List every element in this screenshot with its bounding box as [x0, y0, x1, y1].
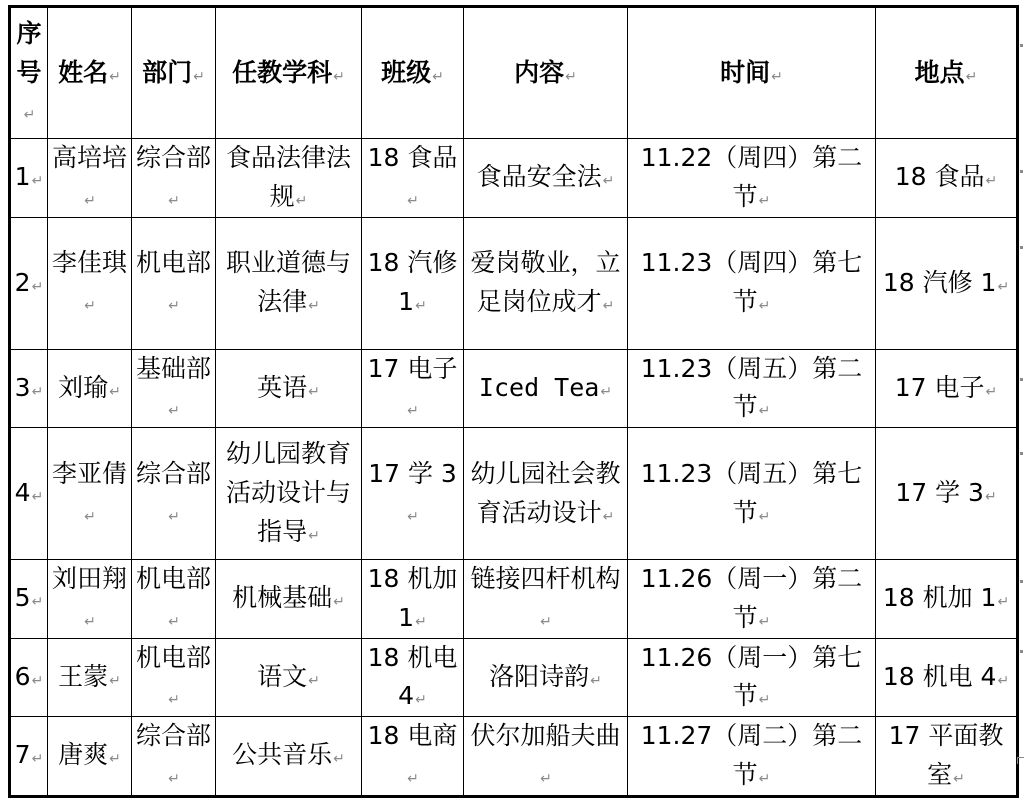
cell-dept: 基础部↵	[132, 349, 216, 428]
cell-name: 高培培↵	[48, 139, 132, 218]
cell-name: 刘瑜↵	[48, 349, 132, 428]
cell-name: 刘田翔↵	[48, 560, 132, 639]
cell-content: 爱岗敬业，立足岗位成才↵	[464, 217, 628, 349]
cell-name: 李亚倩↵	[48, 428, 132, 560]
cell-index: 4↵	[10, 428, 48, 560]
cell-place: 18 机加 1↵	[876, 560, 1018, 639]
cell-time: 11.22（周四）第二节↵	[628, 139, 876, 218]
cell-subject: 职业道德与法律↵	[216, 217, 362, 349]
row-end-marker	[1020, 170, 1023, 173]
cell-content: Iced Tea↵	[464, 349, 628, 428]
header-class: 班级↵	[362, 7, 464, 139]
cell-class: 18 机电 4↵	[362, 638, 464, 717]
header-subject: 任教学科↵	[216, 7, 362, 139]
cell-index: 6↵	[10, 638, 48, 717]
cell-index: 2↵	[10, 217, 48, 349]
cell-class: 18 食品↵	[362, 139, 464, 218]
cell-content: 洛阳诗韵↵	[464, 638, 628, 717]
cell-time: 11.26（周一）第七节↵	[628, 638, 876, 717]
row-end-marker	[1020, 650, 1023, 653]
open-class-schedule-table	[8, 5, 1019, 798]
cell-content: 链接四杆机构↵	[464, 560, 628, 639]
table-row	[10, 139, 1018, 218]
cell-time: 11.23（周五）第七节↵	[628, 428, 876, 560]
cell-place: 17 学 3↵	[876, 428, 1018, 560]
cell-place: 18 食品↵	[876, 139, 1018, 218]
header-place: 地点↵	[876, 7, 1018, 139]
cell-place: 17 电子↵	[876, 349, 1018, 428]
cell-name: 唐爽↵	[48, 717, 132, 797]
table-row	[10, 217, 1018, 349]
cell-name: 王蒙↵	[48, 638, 132, 717]
cell-class: 17 学 3↵	[362, 428, 464, 560]
cell-dept: 综合部↵	[132, 139, 216, 218]
table-row	[10, 428, 1018, 560]
cell-dept: 机电部↵	[132, 560, 216, 639]
cell-content: 幼儿园社会教育活动设计↵	[464, 428, 628, 560]
text-boundary-corner	[1017, 757, 1024, 764]
cell-dept: 机电部↵	[132, 638, 216, 717]
cell-subject: 公共音乐↵	[216, 717, 362, 797]
cell-dept: 机电部↵	[132, 217, 216, 349]
table-row	[10, 560, 1018, 639]
cell-index: 1↵	[10, 139, 48, 218]
cell-place: 18 机电 4↵	[876, 638, 1018, 717]
cell-time: 11.26（周一）第二节↵	[628, 560, 876, 639]
cell-time: 11.27（周二）第二节↵	[628, 717, 876, 797]
cell-subject: 幼儿园教育活动设计与指导↵	[216, 428, 362, 560]
cell-dept: 综合部↵	[132, 428, 216, 560]
table-row	[10, 717, 1018, 797]
cell-index: 7↵	[10, 717, 48, 797]
cell-class: 18 电商↵	[362, 717, 464, 797]
cell-place: 17 平面教室↵	[876, 717, 1018, 797]
cell-class: 18 汽修 1↵	[362, 217, 464, 349]
header-name: 姓名↵	[48, 7, 132, 139]
header-content: 内容↵	[464, 7, 628, 139]
cell-place: 18 汽修 1↵	[876, 217, 1018, 349]
cell-subject: 英语↵	[216, 349, 362, 428]
cell-subject: 机械基础↵	[216, 560, 362, 639]
cell-time: 11.23（周五）第二节↵	[628, 349, 876, 428]
table-row	[10, 349, 1018, 428]
schedule-sheet	[8, 5, 1016, 789]
header-time: 时间↵	[628, 7, 876, 139]
row-end-marker	[1020, 580, 1023, 583]
cell-time: 11.23（周四）第七节↵	[628, 217, 876, 349]
row-end-marker	[1020, 452, 1023, 455]
row-end-marker	[1020, 246, 1023, 249]
header-dept: 部门↵	[132, 7, 216, 139]
row-end-marker	[1020, 44, 1023, 47]
cell-dept: 综合部↵	[132, 717, 216, 797]
cell-index: 5↵	[10, 560, 48, 639]
table-row	[10, 638, 1018, 717]
header-index: 序号↵	[10, 7, 48, 139]
cell-content: 伏尔加船夫曲↵	[464, 717, 628, 797]
cell-class: 18 机加 1↵	[362, 560, 464, 639]
cell-content: 食品安全法↵	[464, 139, 628, 218]
cell-index: 3↵	[10, 349, 48, 428]
cell-subject: 食品法律法规↵	[216, 139, 362, 218]
row-end-marker	[1020, 378, 1023, 381]
cell-name: 李佳琪↵	[48, 217, 132, 349]
cell-subject: 语文↵	[216, 638, 362, 717]
cell-class: 17 电子↵	[362, 349, 464, 428]
header-row	[10, 7, 1018, 139]
